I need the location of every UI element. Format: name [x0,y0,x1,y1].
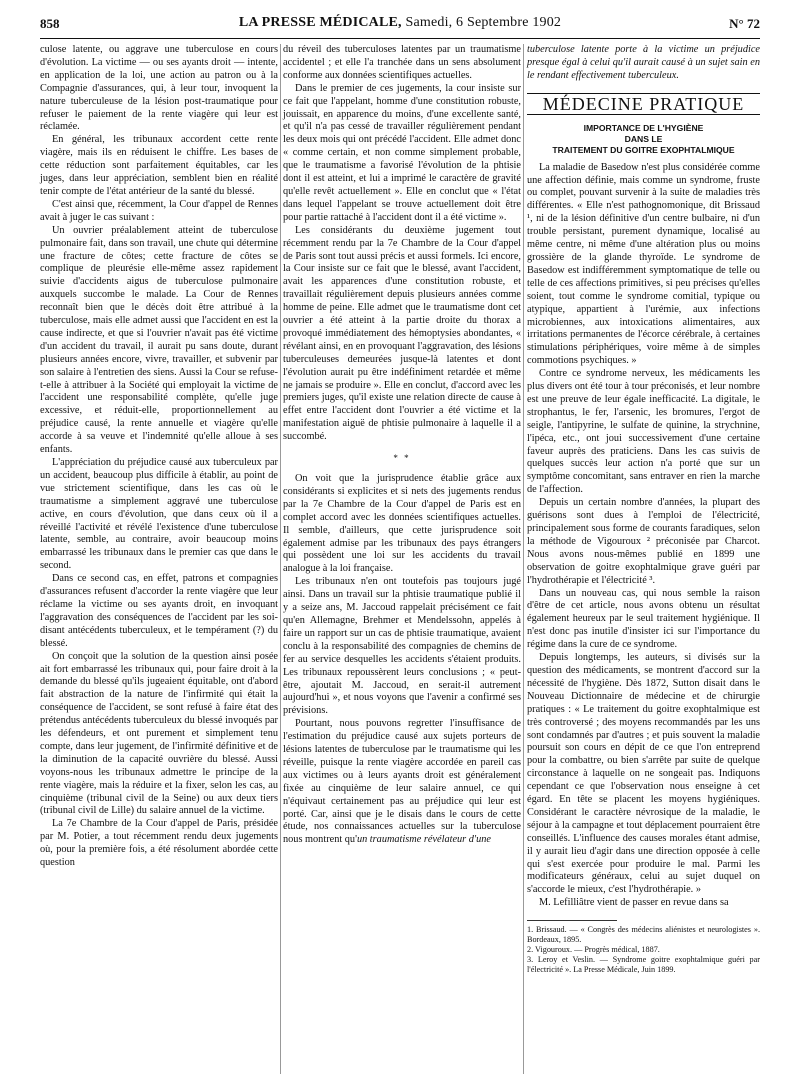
section-break: * * [393,453,411,464]
page-number: 858 [40,16,60,31]
paragraph-text: Pourtant, nous pouvons regretter l'insuffisance de l'estimation du préjudice causé aux sujets porteurs de lésions latentes de tuberculose par le traumatisme qui les réveille, puisque la rente viagère accordée en pareil cas aux victimes ou à leurs ayants droit est généralement fixée au cinquième de leur salaire annuel, ce qui n'équivaut certainement pas au préjudice qui leur est porté. Car, ainsi que je le disais dans le cours de cette étude, nos connaissances actuelles sur la tuberculose nous montrent qu' [283,718,521,846]
footnote: 1. Brissaud. — « Congrès des médecins aliénistes et neurologistes ». Bordeaux, 1895. [527,925,760,945]
column-separator [280,44,281,1074]
paragraph: La maladie de Basedow n'est plus considérée comme une affection définie, mais comme un syndrome, fruste ou complet, pouvant survenir à la suite de maladies très différentes. « Elle n'est pathognomonique, dit Brissaud ¹, ni de la lésion définitive d'un centre bulbaire, ni d'un trouble persistant, purement dynamique, localisé au même centre, ni même d'une altération plus ou moins grossière de la glande thyroïde. Le syndrome de Basedow est indifféremment symptomatique de telle ou telle de ces affections primitives, si peu précises qu'elles soient, tout comme le syndrome comitial, typique ou atypique, appartient à l'urémie, aux infections microbiennes, aux intoxications alimentaires, aux irritations permanentes de l'écorce cérébrale, à certaines stimulations périphériques, voire même à de simples commotions psychiques. » [527,161,760,367]
paragraph: Les considérants du deuxième jugement tout récemment rendu par la 7e Chambre de la Cour d'appel de Paris sont tout aussi précis et aussi formels. Ici encore, la Cour insiste sur ce fait que le blessé, avant l'accident, avait les apparences d'une constitution robuste, et travaillait régulièrement depuis plusieurs années comme homme de peine. Elle admet que le traumatisme dont cet ouvrier a été atteint à la partie droite du thorax a provoqué immédiatement des hémoptysies abondantes, « révélant ainsi, en en provoquant l'aggravation, des lésions tuberculeuses demeurées jusque-là latentes et dont l'évolution aurait pu être indéfiniment retardée et même ne jamais se produire ». Elle en conclut, d'accord avec les premiers juges, qu'il existe une relation directe de cause à effet entre l'accident dont l'ouvrier a été victime et la manifestation aiguë de phtisie pulmonaire à laquelle il a succombé. [283,224,521,443]
column-separator [523,44,524,1074]
paragraph: Depuis un certain nombre d'années, la plupart des guérisons sont dues à l'emploi de l'électricité, principalement sous forme de courants faradiques, selon la méthode de Vigouroux ² préconisée par Charcot. Nous avons nous-mêmes publié en 1899 une observation de goitre exophtalmique grave guéri par l'hydrothérapie et l'électricité ³. [527,497,760,586]
italic-text: un traumatisme révélateur d'une [356,834,491,846]
paragraph: du réveil des tuberculoses latentes par un traumatisme accidentel ; et elle l'a tranchée dans un sens absolument conforme aux données scientifiques actuelles. [283,44,521,81]
paragraph: Depuis longtemps, les auteurs, si divisés sur la question des médicaments, se montrent d'accord sur la nécessité de l'hygiène. Dès 1872, Sutton disait dans le Nouveau Dictionnaire de médecine et de chirurgie pratiques : « Le traitement du goitre exophtalmique est très controversé ; des moyens recommandés par les uns sont condamnés par d'autres ; et puis souvent la maladie poursuit son cours en dépit de ce que l'on entreprend pour la combattre, ou bien s'arrête par suite de quelque circonstance à laquelle on ne songeait pas. Indiquons cependant ce que l'observation nous enseigne à cet égard. En tête se placent les moyens hygiéniques. Considérant le caractère névrosique de la maladie, le séjour à la campagne et tout déplacement pourraient être conseillés. L'influence des causes morales étant admise, il y aurait lieu d'agir dans une direction opposée à celle qui s'est exercée pour produire le mal. Parmi les modificateurs généraux, celui au sujet duquel on s'accorde le mieux, c'est l'hydrothérapie. » [527,652,760,896]
footnote-rule [527,920,617,921]
masthead [40,15,760,31]
paragraph: Un ouvrier préalablement atteint de tuberculose pulmonaire fait, dans son travail, une chute qui détermine une fracture de côtes; cette fracture de côtes se complique de pleurésie elle-même assez rapidement suivie d'accidents aigus de tuberculose pulmonaire auxquels succombe le malade. La Cour de Rennes reconnaît bien que le décès doit être attribué à la tuberculose, mais elle admet aussi que l'accident en est la cause indirecte, et que si l'ouvrier n'avait pas été victime d'un accident du travail, il aurait pu sans doute, durant plusieurs années encore, vivre, travailler, et subvenir par son salaire à l'entretien des siens. Aussi la Cour se refuse-t-elle à attribuer à la Société qui employait la victime de l'accident une responsabilité complète, qu'elle juge excessive, et réduit-elle, proportionnellement au préjudice causé, la rente annuelle et viagère qu'elle accorde à sa veuve et l'indemnité qu'elle alloue à ses enfants. [40,224,278,456]
article-heading [527,123,760,156]
paragraph: Dans ce second cas, en effet, patrons et compagnies d'assurances refusent d'accorder la rente viagère que leur réclame la victime ou ses ayants droit, en invoquant l'aggravation des conséquences de l'accident par les soi-disant antécédents tuberculeux, et le tempérament (?) du blessé. [40,573,278,649]
paragraph: Les tribunaux n'en ont toutefois pas toujours jugé ainsi. Dans un travail sur la phtisie traumatique publié il y a seize ans, M. Jaccoud rappelait précisément ce fait qu'en Allemagne, Brehmer et Mendelssohn, appelés à faire un rapport sur un cas de phtisie traumatique, avaient conclu à la responsabilité des compagnies de chemins de fer au service desquelles les accidents s'étaient produits. Les tribunaux repoussèrent leurs conclusions ; « peut-être, ajoutait M. Jaccoud, en serait-il autrement aujourd'hui », et nous voyons que l'avenir a confirmé ses prévisions. [283,576,521,717]
paragraph: culose latente, ou aggrave une tuberculose en cours d'évolution. La victime — ou ses ayants droit — intente, en application de la loi, une action au patron ou à la Compagnie d'assurances, qui, à leur tour, invoquent la nature tuberculeuse de la lésion post-traumatique pour refuser le paiement de la rente viagère qui leur est réclamée. [40,44,278,133]
column-1 [40,44,278,870]
heading-line: DANS LE [624,133,663,144]
header-rule [40,38,760,39]
page-header [40,12,760,36]
paragraph: Dans le premier de ces jugements, la cour insiste sur ce fait que l'appelant, homme d'une constitution robuste, jouissait, en apparence du moins, d'une excellente santé, et qu'il n'a pas cessé de travailler régulièrement pendant les deux mois qui ont précédé l'accident. Elle admet donc « comme certain, et non comme simplement probable, que le traumatisme a favorisé l'évolution de la phtisie dont il est atteint, et lui a imprimé le caractère de gravité qu'elle revêt actuellement ». Elle en conclut que « l'état dans lequel l'appelant se trouve actuellement doit être pour partie rattaché à l'accident dont il a été victime ». [283,82,521,223]
paragraph: L'appréciation du préjudice causé aux tuberculeux par un accident, beaucoup plus difficile à établir, au point de vue strictement scientifique, dans les cas où le traumatisme a simplement aggravé une tuberculose active, en cours d'évolution, que dans ceux où il a réveillé l'activité et révélé l'existence d'une tuberculose latente, semble, au contraire, avoir beaucoup moins embarrassé les tribunaux dans le premier cas que dans le second. [40,457,278,572]
paragraph: On conçoit que la solution de la question ainsi posée ait fort embarrassé les tribunaux qui, pour faire droit à la demande du blessé qu'ils jugeaient équitable, ont d'abord fait abstraction de la nature de l'infirmité qui était la conséquence de l'accident, se sont refusé à faire état des prétendus antécédents tuberculeux du blessé invoqués par les défendeurs, et ont purement et simplement tenu compte, dans leur jugement, de l'infirmité définitive et de la diminution de la capacité ouvrière du blessé. Aussi voyons-nous les tribunaux admettre le principe de la rente viagère, mais la réduire et la fixer, selon les cas, au cinquième (tribunal civil de la Seine) ou aux deux tiers (tribunal civil de Lille) du salaire annuel de la victime. [40,650,278,817]
footnote: 2. Vigouroux. — Progrès médical, 1887. [527,945,660,955]
paragraph: M. Lefilliâtre vient de passer en revue dans sa [539,897,729,909]
heading-line: TRAITEMENT DU GOITRE EXOPHTALMIQUE [552,144,735,155]
paragraph: Contre ce syndrome nerveux, les médicaments les plus divers ont été tour à tour préconisés, et leur nombre est une preuve de leur égale inefficacité. La digitale, le strophantus, le fer, l'arsenic, les bromures, l'ergot de seigle, l'antipyrine, le sulfate de quinine, la strychnine, l'ipéca, etc., ont joui successivement d'une certaine faveur auprès des praticiens. Dans les cas suivis de quelques succès leur action n'a porté que sur un symptôme concomitant, sans entraver en rien la marche de l'affection. [527,368,760,496]
paragraph: On voit que la jurisprudence établie grâce aux considérants si explicites et si nets des jugements rendus par la 7e Chambre de la Cour d'appel de Paris est en complet accord avec les données scientifiques actuelles. Il semble, d'ailleurs, que cette jurisprudence soit également admise par les tribunaux des pays étrangers qui possèdent une loi sur les accidents du travail analogue à la loi française. [283,473,521,575]
paragraph [283,718,521,847]
column-3 [527,44,760,975]
issue-date: Samedi, 6 Septembre 1902 [405,15,562,30]
paragraph: Dans un nouveau cas, qui nous semble la raison d'être de cet article, nous avons obtenu un résultat également heureux par le seul traitement hygiénique. Il n'est donc pas inutile d'insister ici sur l'importance du régime dans la cure de ce syndrome. [527,587,760,651]
paragraph: C'est ainsi que, récemment, la Cour d'appel de Rennes avait à juger le cas suivant : [40,198,278,223]
section-title: MÉDECINE PRATIQUE [527,93,760,115]
issue-number: N° 72 [729,16,760,31]
footnote: 3. Leroy et Veslin. — Syndrome goitre exophtalmique guéri par l'électricité ». La Presse Médicale, Juin 1899. [527,955,760,975]
paragraph: En général, les tribunaux accordent cette rente viagère, mais ils en réduisent le chiffre. Les bases de cette réduction sont parfaitement équitables, car les juges, dans leur appréciation, semblent bien en réalité tenir compte de l'état antérieur de la santé du blessé. [40,134,278,197]
heading-line: IMPORTANCE DE L'HYGIÈNE [583,122,704,133]
journal-title: LA PRESSE MÉDICALE, [238,15,402,30]
paragraph: La 7e Chambre de la Cour d'appel de Paris, présidée par M. Potier, a tout récemment rendu deux jugements où, pour la première fois, a été résolument abordée cette question [40,818,278,869]
column-2 [283,44,521,847]
paragraph: tuberculose latente porte à la victime un préjudice presque égal à celui qu'il aurait causé à un sujet sain en le rendant effectivement tuberculeux. [527,44,760,81]
